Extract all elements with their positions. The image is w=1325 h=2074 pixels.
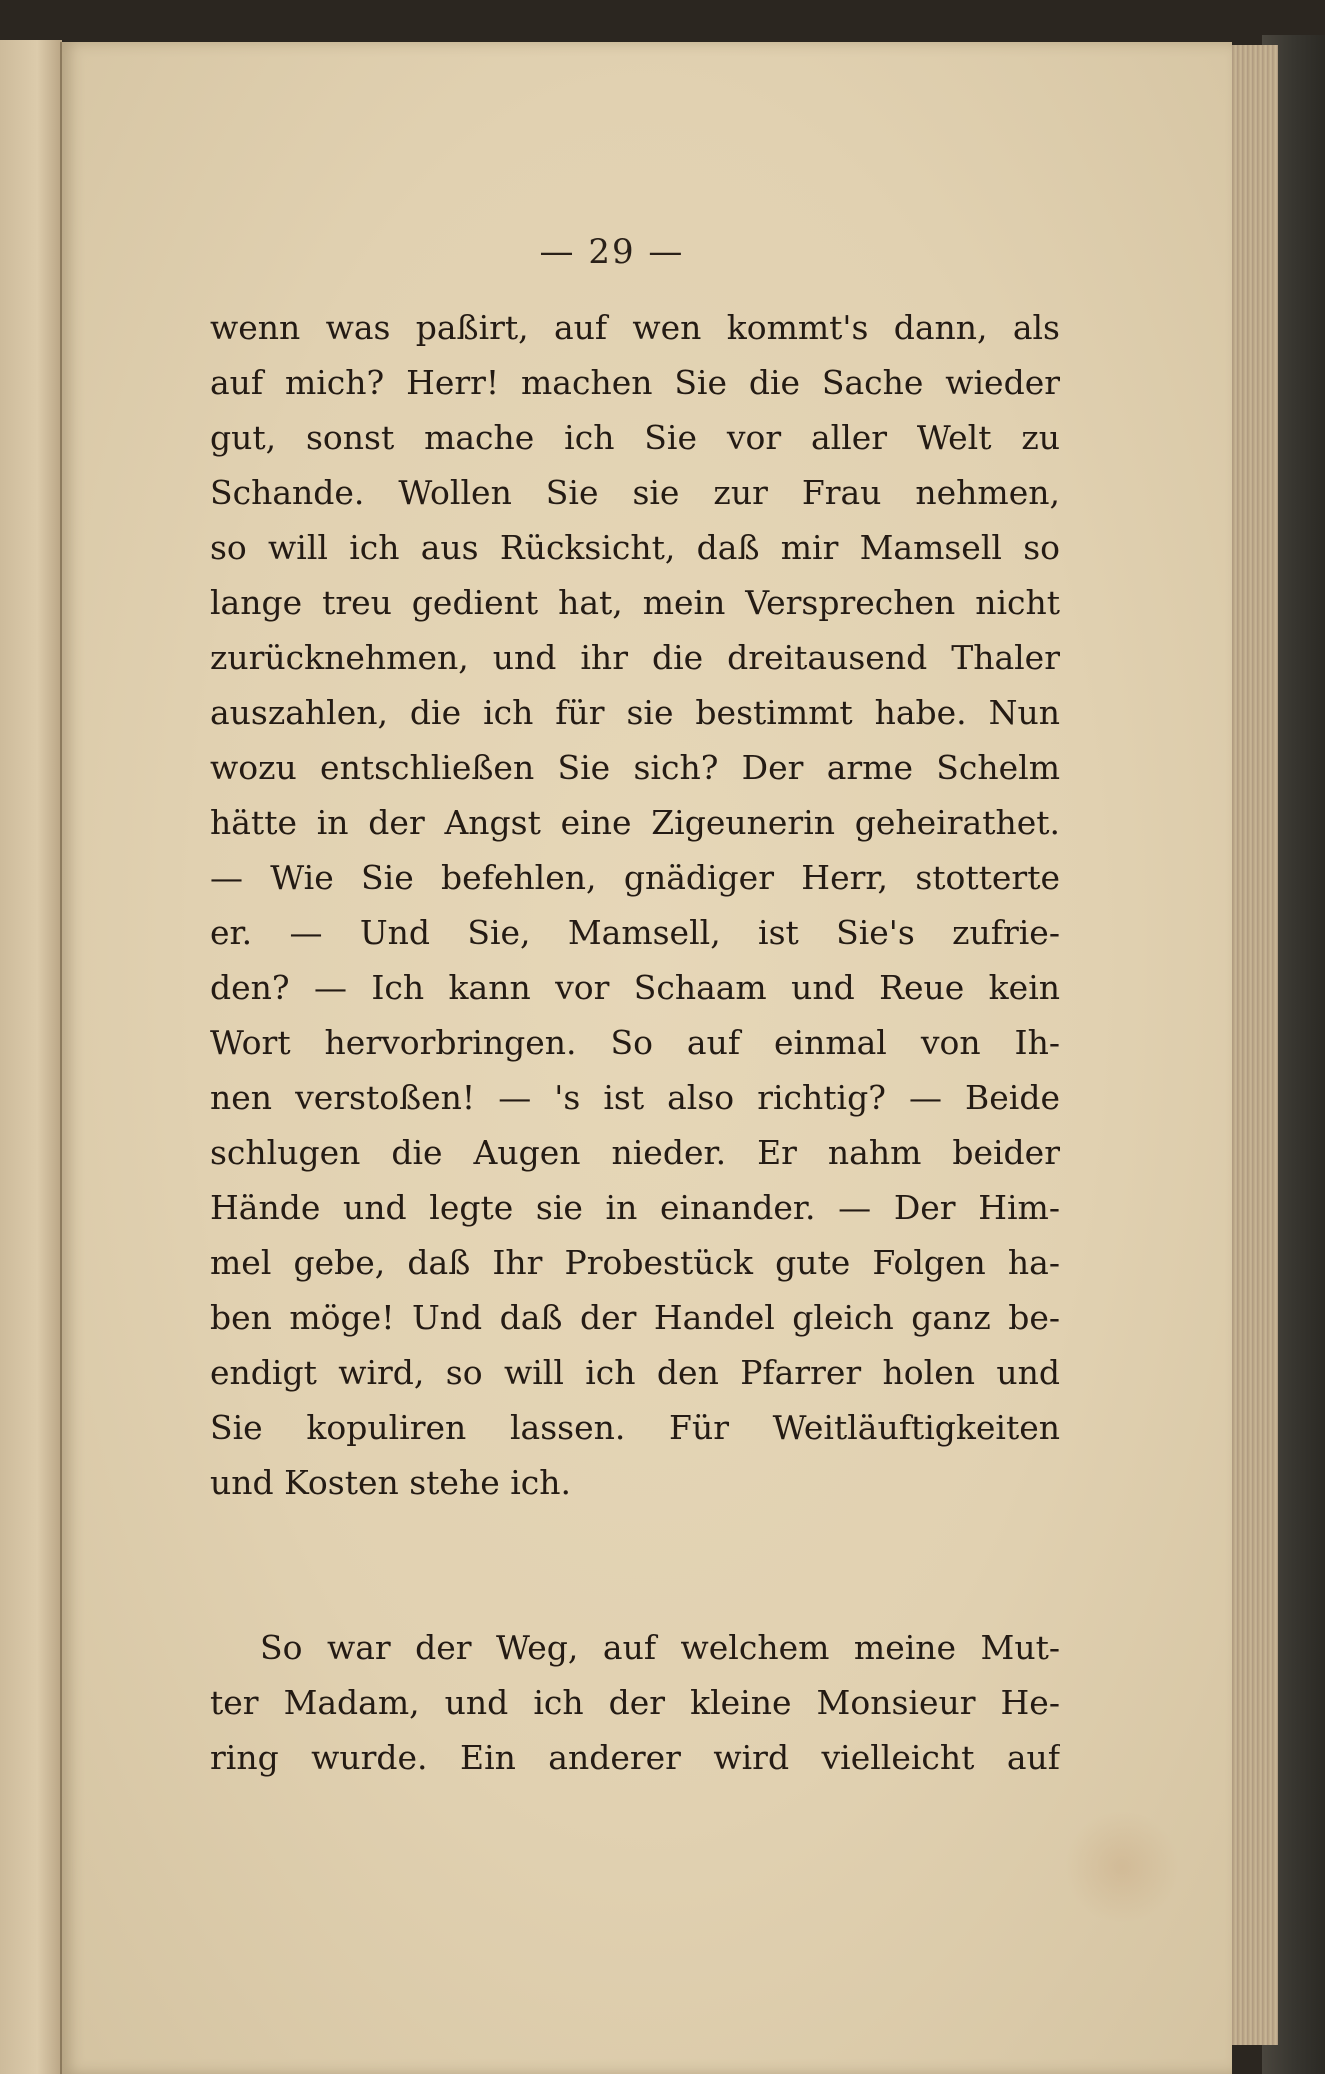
paragraph-gap [210,1510,1060,1620]
paper-stain [1062,1812,1182,1922]
text-line: gut, sonst mache ich Sie vor aller Welt zu [210,418,1060,457]
text-line: nen verstoßen! — 's ist also richtig? — Beide [210,1078,1060,1117]
text-line: ring wurde. Ein anderer wird vielleicht auf [210,1738,1060,1777]
text-line: wenn was paßirt, auf wen kommt's dann, als [210,308,1060,347]
gutter-line [60,42,62,2074]
text-line: lange treu gedient hat, mein Versprechen nicht [210,583,1060,622]
text-line: mel gebe, daß Ihr Probestück gute Folgen ha- [210,1243,1060,1282]
text-line: wozu entschließen Sie sich? Der arme Schelm [210,748,1060,787]
text-line: Hände und legte sie in einander. — Der Him- [210,1188,1060,1227]
text-line: ben möge! Und daß der Handel gleich ganz be- [210,1298,1060,1337]
page-block-edges [1228,45,1278,2045]
previous-page-edge [0,40,62,2074]
text-line: So war der Weg, auf welchem meine Mut- [260,1628,1060,1667]
text-line: auf mich? Herr! machen Sie die Sache wieder [210,363,1060,402]
paragraph-1 [210,300,1060,1510]
text-line: zurücknehmen, und ihr die dreitausend Thaler [210,638,1060,677]
text-line: er. — Und Sie, Mamsell, ist Sie's zufrie- [210,913,1060,952]
text-line: und Kosten stehe ich. [210,1463,572,1502]
page-number: — 29 — [539,232,685,272]
text-line: so will ich aus Rücksicht, daß mir Mamsell so [210,528,1060,567]
page-text [210,300,1060,1785]
text-line: endigt wird, so will ich den Pfarrer holen und [210,1353,1060,1392]
text-line: ter Madam, und ich der kleine Monsieur He- [210,1683,1060,1722]
text-line: auszahlen, die ich für sie bestimmt habe. Nun [210,693,1060,732]
text-line: Wort hervorbringen. So auf einmal von Ih- [210,1023,1060,1062]
text-line: Schande. Wollen Sie sie zur Frau nehmen, [210,473,1060,512]
text-line: schlugen die Augen nieder. Er nahm beider [210,1133,1060,1172]
book-page [62,42,1232,2074]
text-line: — Wie Sie befehlen, gnädiger Herr, stotterte [210,858,1060,897]
text-line: hätte in der Angst eine Zigeunerin geheirathet. [210,803,1060,842]
text-line: den? — Ich kann vor Schaam und Reue kein [210,968,1060,1007]
paragraph-2 [210,1620,1060,1785]
text-line: Sie kopuliren lassen. Für Weitläuftigkeiten [210,1408,1060,1447]
